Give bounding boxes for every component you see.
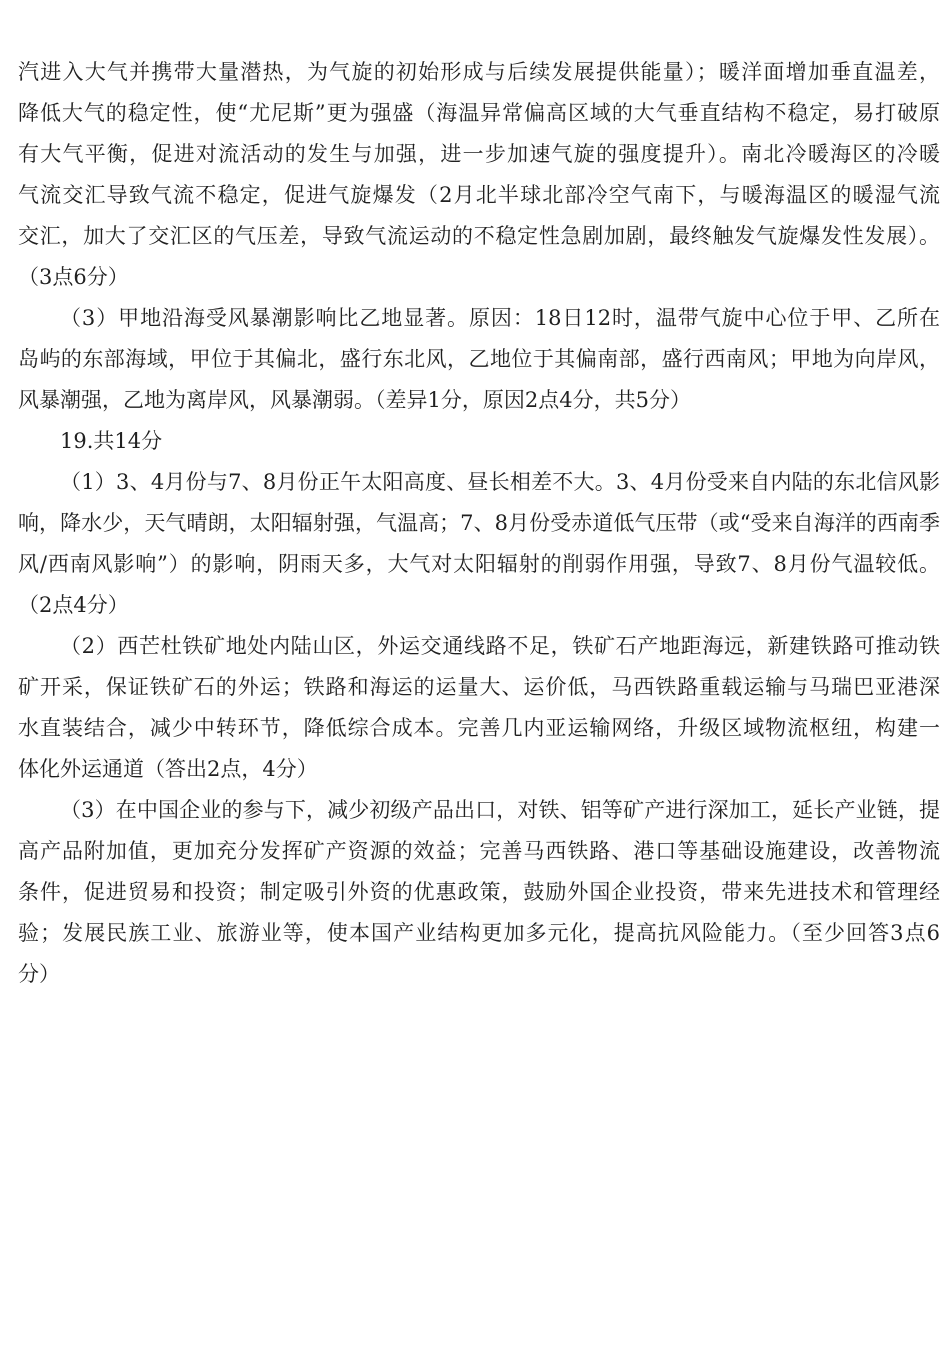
text-line: 矿开采，保证铁矿石的外运；铁路和海运的运量大、运价低，马西铁路重载运输与马瑞巴亚港深 (18, 675, 940, 699)
score-note: （2点4分） (18, 593, 129, 617)
text-line: 交汇，加大了交汇区的气压差，导致气流运动的不稳定性急剧加剧，最终触发气旋爆发性发展）。 (18, 224, 940, 248)
answer-text (18, 52, 940, 995)
text-line: 高产品附加值，更加充分发挥矿产资源的效益；完善马西铁路、港口等基础设施建设，改善物流 (18, 839, 940, 863)
text-line: 汽进入大气并携带大量潜热，为气旋的初始形成与后续发展提供能量）；暖洋面增加垂直温差， (18, 60, 940, 84)
text-line: 体化外运通道（答出2点，4分） (18, 757, 318, 781)
text-line: （3）在中国企业的参与下，减少初级产品出口，对铁、铝等矿产进行深加工，延长产业链，提 (60, 798, 940, 822)
text-line: 降低大气的稳定性，使“尤尼斯”更为强盛（海温异常偏高区域的大气垂直结构不稳定，易打破原 (18, 101, 940, 125)
text-line: （3）甲地沿海受风暴潮影响比乙地显著。原因：18日12时，温带气旋中心位于甲、乙所在 (60, 306, 940, 330)
text-line: 响，降水少，天气晴朗，太阳辐射强，气温高；7、8月份受赤道低气压带（或“受来自海洋的西南季 (18, 511, 940, 535)
text-line: 条件，促进贸易和投资；制定吸引外资的优惠政策，鼓励外国企业投资，带来先进技术和管理经 (18, 880, 940, 904)
text-line: （2）西芒杜铁矿地处内陆山区，外运交通线路不足，铁矿石产地距海远，新建铁路可推动铁 (60, 634, 940, 658)
text-line: （1）3、4月份与7、8月份正午太阳高度、昼长相差不大。3、4月份受来自内陆的东北信风影 (60, 470, 940, 494)
text-line: 风暴潮强，乙地为离岸风，风暴潮弱。（差异1分，原因2点4分，共5分） (18, 388, 691, 412)
question-heading: 19.共14分 (60, 429, 163, 453)
text-line: 气流交汇导致气流不稳定，促进气旋爆发（2月北半球北部冷空气南下，与暖海温区的暖湿气流 (18, 183, 940, 207)
text-line: 验；发展民族工业、旅游业等，使本国产业结构更加多元化，提高抗风险能力。（至少回答3点6 (18, 921, 940, 945)
text-line: 岛屿的东部海域，甲位于其偏北，盛行东北风，乙地位于其偏南部，盛行西南风；甲地为向岸风， (18, 347, 940, 371)
score-note: （3点6分） (18, 265, 129, 289)
text-line: 有大气平衡，促进对流活动的发生与加强，进一步加速气旋的强度提升）。南北冷暖海区的冷暖 (18, 142, 940, 166)
text-line: 水直装结合，减少中转环节，降低综合成本。完善几内亚运输网络，升级区域物流枢纽，构建一 (18, 716, 940, 740)
text-line: 风/西南风影响”）的影响，阴雨天多，大气对太阳辐射的削弱作用强，导致7、8月份气温较低。 (18, 552, 940, 576)
text-line: 分） (18, 962, 60, 986)
